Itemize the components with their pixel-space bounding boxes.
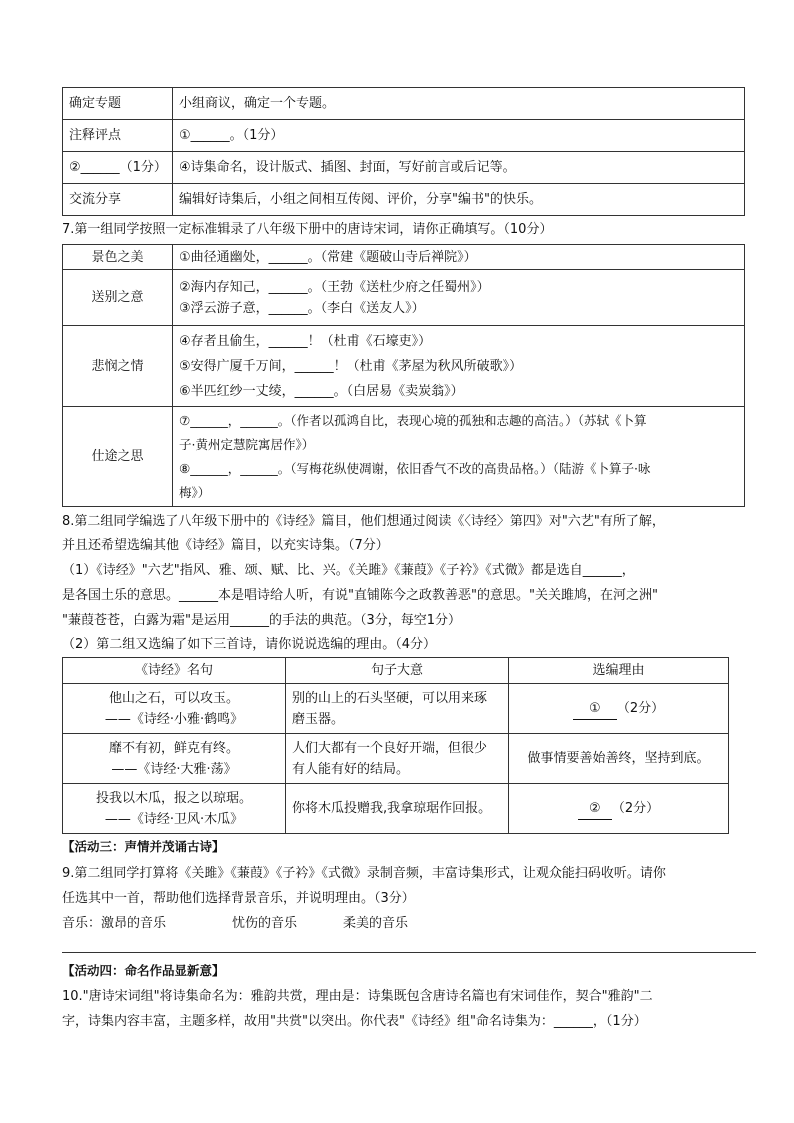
answer-blank: ① bbox=[573, 698, 617, 720]
music-option-1: 音乐：激昂的音乐 bbox=[62, 916, 167, 931]
fill-line: ②海内存知己，______。（王勃《送杜少府之任蜀州》） bbox=[179, 279, 490, 295]
category-label: 景色之美 bbox=[63, 245, 173, 270]
step-label: ②______（1分） bbox=[63, 152, 173, 184]
step-desc: 小组商议，确定一个专题。 bbox=[173, 88, 745, 120]
q10-line2: 字，诗集内容丰富，主题多样，故用"共赏"以突出。你代表"《诗经》组"命名诗集为：______，（1分） bbox=[62, 1014, 647, 1029]
step-label: 交流分享 bbox=[63, 184, 173, 216]
fill-line: ③浮云游子意，______。（李白《送友人》） bbox=[179, 300, 425, 316]
activity4-title: 【活动四：命名作品显新意】 bbox=[62, 963, 225, 978]
step-desc: 编辑好诗集后，小组之间相互传阅、评价，分享"编书"的快乐。 bbox=[173, 184, 745, 216]
q8-stem-line2: 并且还希望选编其他《诗经》篇目，以充实诗集。（7分） bbox=[62, 538, 389, 553]
fill-line: ⑦______，______。（作者以孤鸿自比，表现心境的孤独和志趣的高洁。）（苏轼《卜算 bbox=[179, 412, 647, 428]
meaning-cell bbox=[286, 784, 509, 834]
q8-part1-line2: 是各国土乐的意思。______本是唱诗给人听，有说"直铺陈今之政教善恶"的意思。"关关雎鸠，在河之洲" bbox=[62, 588, 658, 603]
activity3-title: 【活动三：声情并茂诵古诗】 bbox=[62, 839, 225, 854]
q8-part1-line3: "蒹葭苍苍，白露为霜"是运用______的手法的典范。（3分，每空1分） bbox=[62, 613, 462, 628]
poetry-category-table bbox=[62, 244, 745, 507]
q8-stem-line1: 8.第二组同学编选了八年级下册中的《诗经》篇目，他们想通过阅读《〈诗经〉第四》对"六艺"有所了解， bbox=[62, 514, 665, 529]
reason-cell bbox=[509, 684, 729, 734]
answer-blank: ② bbox=[578, 798, 612, 820]
quote-source: ——《诗经·卫风·木瓜》 bbox=[104, 811, 244, 827]
meaning-line: 有人能有好的结局。 bbox=[292, 761, 410, 777]
category-lines bbox=[173, 245, 745, 270]
fill-line: ⑤安得广厦千万间，______！（杜甫《茅屋为秋风所破歌》） bbox=[179, 358, 523, 374]
score-note: （2分） bbox=[611, 800, 660, 816]
step-desc: ④诗集命名，设计版式、插图、封面，写好前言或后记等。 bbox=[173, 152, 745, 184]
quote-source: ——《诗经·小雅·鹤鸣》 bbox=[104, 711, 244, 727]
fill-line: 梅》） bbox=[179, 484, 211, 500]
music-option-3: 柔美的音乐 bbox=[343, 916, 409, 931]
meaning-cell bbox=[286, 734, 509, 784]
q9-line1: 9.第二组同学打算将《关雎》《蒹葭》《子衿》《式微》录制音频，丰富诗集形式，让观众能扫码收听。请你 bbox=[62, 866, 666, 881]
fill-line: ⑧______，______。（写梅花纵使凋谢，依旧香气不改的高贵品格。）（陆游《卜算子·咏 bbox=[179, 460, 651, 476]
fill-line: ⑥半匹红纱一丈绫，______。（白居易《卖炭翁》） bbox=[179, 383, 464, 399]
score-note: （2分） bbox=[616, 700, 665, 716]
category-lines bbox=[173, 270, 745, 326]
section-divider bbox=[62, 952, 756, 953]
step-desc: ①______。（1分） bbox=[173, 120, 745, 152]
q8-part2: （2）第二组又选编了如下三首诗，请你说说选编的理由。（4分） bbox=[62, 637, 437, 652]
meaning-line: 磨玉器。 bbox=[292, 711, 345, 727]
fill-line: ④存者且偷生，______！（杜甫《石壕吏》） bbox=[179, 333, 432, 349]
step-label: 注释评点 bbox=[63, 120, 173, 152]
col-header: 《诗经》名句 bbox=[63, 658, 286, 684]
category-label: 悲悯之情 bbox=[63, 326, 173, 407]
meaning-line: 你将木瓜投赠我,我拿琼琚作回报。 bbox=[292, 801, 492, 816]
reason-cell bbox=[509, 784, 729, 834]
quote-text: 靡不有初，鲜克有终。 bbox=[108, 740, 239, 756]
col-header: 句子大意 bbox=[286, 658, 509, 684]
category-lines bbox=[173, 407, 745, 507]
quote-text: 他山之石，可以攻玉。 bbox=[108, 690, 239, 706]
music-option-2: 忧伤的音乐 bbox=[232, 916, 298, 931]
reason-text: 做事情要善始善终，坚持到底。 bbox=[509, 734, 729, 784]
q9-line2: 任选其中一首，帮助他们选择背景音乐，并说明理由。（3分） bbox=[62, 891, 415, 906]
meaning-line: 别的山上的石头坚硬，可以用来琢 bbox=[292, 690, 488, 706]
quote-cell bbox=[63, 734, 286, 784]
quote-cell bbox=[63, 784, 286, 834]
shijing-table bbox=[62, 657, 729, 834]
step-label: 确定专题 bbox=[63, 88, 173, 120]
q8-part1-line1: （1）《诗经》"六艺"指风、雅、颂、赋、比、兴。《关雎》《蒹葭》《子衿》《式微》都是选自______， bbox=[62, 563, 635, 578]
fill-line: ①曲径通幽处，______。（常建《题破山寺后禅院》） bbox=[179, 249, 477, 265]
fill-line: 子·黄州定慧院寓居作》） bbox=[179, 436, 315, 452]
activity-steps-table bbox=[62, 87, 745, 216]
quote-cell bbox=[63, 684, 286, 734]
q7-stem: 7.第一组同学按照一定标准辑录了八年级下册中的唐诗宋词，请你正确填写。（10分） bbox=[62, 222, 553, 237]
category-lines bbox=[173, 326, 745, 407]
q10-line1: 10."唐诗宋词组"将诗集命名为：雅韵共赏，理由是：诗集既包含唐诗名篇也有宋词佳作，契合"雅韵"二 bbox=[62, 989, 653, 1004]
quote-text: 投我以木瓜，报之以琼琚。 bbox=[95, 790, 252, 806]
meaning-cell bbox=[286, 684, 509, 734]
meaning-line: 人们大都有一个良好开端，但很少 bbox=[292, 740, 488, 756]
category-label: 仕途之思 bbox=[63, 407, 173, 507]
quote-source: ——《诗经·大雅·荡》 bbox=[111, 761, 237, 777]
col-header: 选编理由 bbox=[509, 658, 729, 684]
category-label: 送别之意 bbox=[63, 270, 173, 326]
